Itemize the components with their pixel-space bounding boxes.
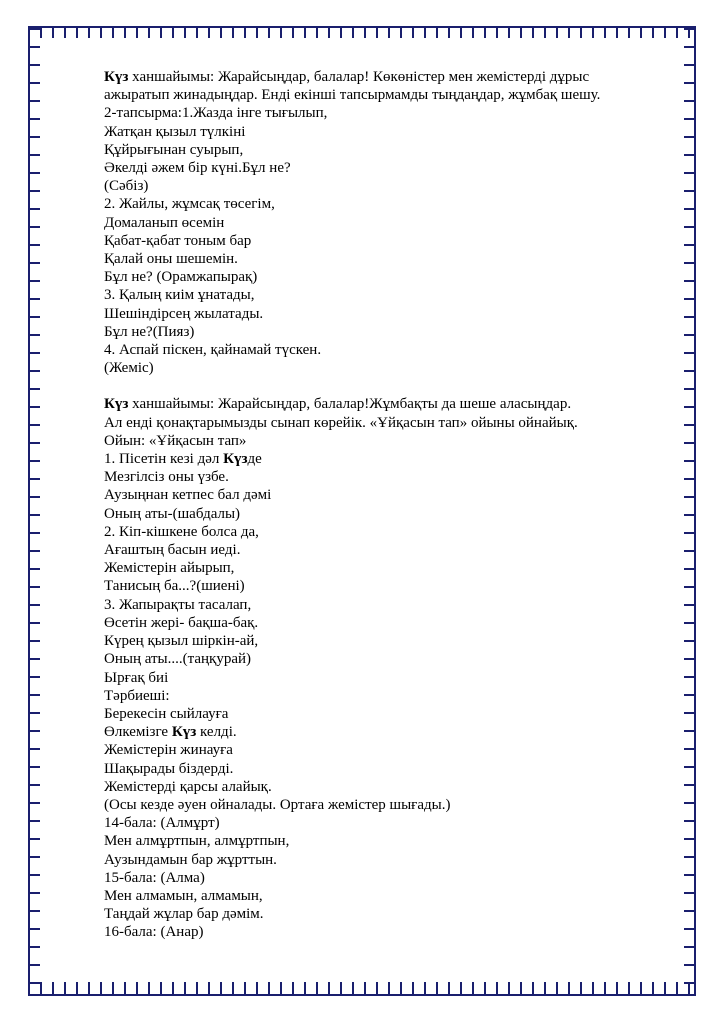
poem-text: Өлкемізге (104, 724, 172, 741)
text-line: (Осы кезде әуен ойналады. Ортаға жемістер шығады.) (104, 796, 451, 813)
text-line: Шақырады біздерді. (104, 760, 234, 777)
text-line: Оның аты-(шабдалы) (104, 505, 241, 522)
section1-intro-line-2: ажыратып жинадыңдар. Енді екінші тапсырмамды тыңдаңдар, жұмбақ шешу. (104, 87, 601, 104)
text-line: Ал енді қонақтарымызды сынап көрейік. «Ұйқасын тап» ойыны ойнайық. (104, 414, 578, 431)
section1-riddles (104, 104, 664, 377)
riddle-text: 1. Пісетін кезі дәл (104, 451, 224, 468)
text-line: Қабат-қабат тоным бар (104, 232, 252, 249)
text-line: Ойын: «Ұйқасын тап» (104, 432, 247, 449)
riddle-text-end: де (247, 451, 262, 468)
text-line: Шешіндірсең жылатады. (104, 305, 264, 322)
section2-poem (104, 741, 664, 941)
decorative-border-left (28, 28, 42, 994)
decorative-border-bottom (28, 982, 696, 996)
text-line: Құйрығынан суырып, (104, 141, 244, 158)
text-line: (Сәбіз) (104, 178, 149, 195)
document-body (104, 68, 664, 942)
riddle-bold-word: Күз (223, 451, 248, 468)
text-line: 4. Аспай піскен, қайнамай түскен. (104, 342, 322, 359)
text-line: 2-тапсырма:1.Жазда інге тығылып, (104, 105, 328, 122)
text-line: Жемістерді қарсы алайық. (104, 778, 272, 795)
text-line: Мезгілсіз оны үзбе. (104, 469, 229, 486)
poem-bold-word: Күз (171, 724, 197, 741)
text-line: (Жеміс) (104, 360, 154, 377)
text-line: Қалай оны шешемін. (104, 251, 238, 268)
text-line: 2. Кіп-кішкене болса да, (104, 523, 259, 540)
text-line: Домаланып өсемін (104, 214, 225, 231)
text-line: Әкелді әжем бір күні.Бұл не? (104, 160, 291, 177)
text-line: 16-бала: (Анар) (104, 924, 204, 941)
text-line: 3. Қалың киім ұнатады, (104, 287, 255, 304)
text-line: 3. Жапырақты тасалап, (104, 596, 252, 613)
speaker-name: Күз (104, 69, 129, 85)
section2-intro-line (104, 395, 664, 413)
text-line: Ағаштың басын иеді. (104, 542, 241, 559)
decorative-border-right (682, 28, 696, 994)
text-line: Өсетін жері- бақша-бақ. (104, 614, 259, 631)
text-line: 14-бала: (Алмұрт) (104, 815, 220, 832)
text-line: 2. Жайлы, жұмсақ төсегім, (104, 196, 275, 213)
text-line: Аузыңнан кетпес бал дәмі (104, 487, 272, 504)
section1-intro-line (104, 68, 664, 86)
text-line: Мен алмұртпын, алмұртпын, (104, 833, 290, 850)
text-line: Жемістерін жинауға (104, 742, 233, 759)
text-line: Оның аты....(таңқурай) (104, 651, 252, 668)
paragraph-gap (104, 377, 664, 395)
section2-riddles (104, 468, 664, 723)
text-line: 15-бала: (Алма) (104, 869, 205, 886)
text-line: Мен алмамын, алмамын, (104, 887, 263, 904)
text-line: Аузындамын бар жұрттын. (104, 851, 277, 868)
poem-text-end: келді. (196, 724, 237, 741)
text-line: Тәрбиеші: (104, 687, 170, 704)
text-line: Күрең қызыл шіркін-ай, (104, 633, 259, 650)
section2-game-intro (104, 414, 664, 450)
intro-text: ханшайымы: Жарайсыңдар, балалар!Жұмбақты да шеше аласыңдар. (128, 396, 572, 413)
text-line: Танисың ба...?(шиені) (104, 578, 245, 595)
decorative-border-top (28, 26, 696, 40)
text-line: Бұл не?(Пияз) (104, 323, 195, 340)
riddle-line (104, 450, 664, 468)
text-line: Таңдай жұлар бар дәмім. (104, 906, 264, 923)
poem-line (104, 723, 664, 741)
text-line: Ырғақ биі (104, 669, 169, 686)
text-line: Жатқан қызыл түлкіні (104, 123, 246, 140)
speaker-name: Күз (104, 396, 129, 413)
intro-text: ханшайымы: Жарайсыңдар, балалар! Көкөністер мен жемістерді дұрыс (128, 69, 590, 85)
text-line: Берекесін сыйлауға (104, 705, 229, 722)
text-line: Жемістерін айырып, (104, 560, 235, 577)
text-line: Бұл не? (Орамжапырақ) (104, 269, 258, 286)
